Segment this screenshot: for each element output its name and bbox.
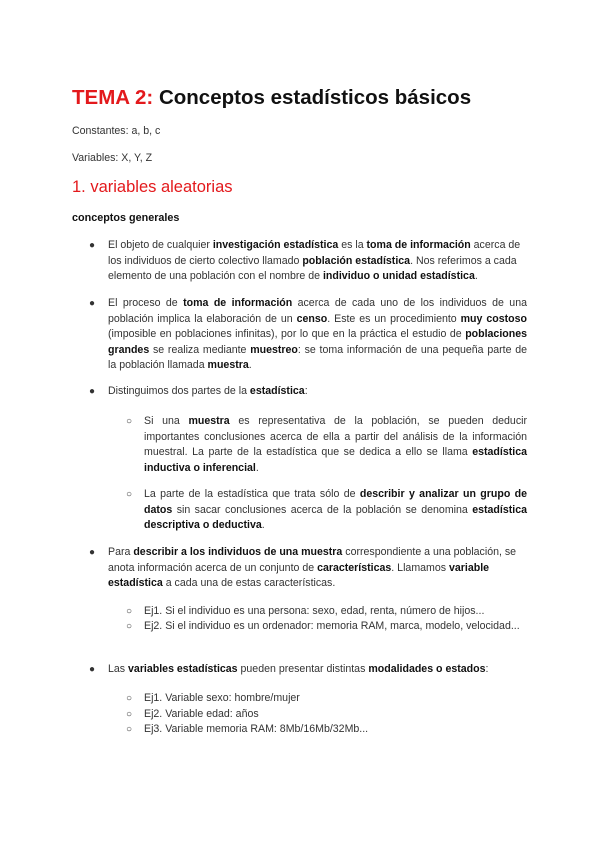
list-item: Ej1. Si el individuo es una persona: sexo, edad, renta, número de hijos... [144, 605, 485, 617]
title-prefix: TEMA 2: [72, 86, 154, 109]
sub-bullet-icon: ○ [126, 709, 133, 720]
list-item: Ej2. Variable edad: años [144, 708, 259, 720]
section-heading: 1. variables aleatorias [72, 178, 233, 196]
list-item: Ej1. Variable sexo: hombre/mujer [144, 692, 300, 704]
constants-line: Constantes: a, b, c [72, 125, 161, 137]
sub-bullet-icon: ○ [126, 489, 133, 500]
title-main: Conceptos estadísticos básicos [158, 86, 472, 109]
sub-bullet-icon: ○ [126, 621, 133, 632]
list-item: Ej3. Variable memoria RAM: 8Mb/16Mb/32Mb... [144, 723, 369, 735]
list-item: Distinguimos dos partes de la estadística: [108, 385, 308, 397]
subheading: conceptos generales [72, 212, 180, 224]
list-item: Las variables estadísticas pueden presentar distintas modalidades o estados: [108, 663, 489, 675]
bullet-icon: ● [89, 386, 96, 397]
bullet-icon: ● [89, 240, 96, 251]
sub-bullet-icon: ○ [126, 416, 133, 427]
variables-line: Variables: X, Y, Z [72, 152, 153, 164]
sub-bullet-icon: ○ [126, 724, 133, 735]
bullet-icon: ● [89, 664, 96, 675]
bullet-icon: ● [89, 547, 96, 558]
list-item: Para describir a los individuos de una muestra correspondiente a una población, se anota información acerca de un conjunto de características. Llamamos variable estadística a cada una de estas características. [108, 546, 517, 589]
list-item: La parte de la estadística que trata sólo de describir y analizar un grupo de datos sin sacar conclusiones acerca de la población se denomina estadística descriptiva o deductiva. [144, 488, 527, 531]
page-title [72, 86, 471, 110]
sub-bullet-icon: ○ [126, 606, 133, 617]
sub-bullet-icon: ○ [126, 693, 133, 704]
list-item: Si una muestra es representativa de la población, se pueden deducir importantes conclusiones acerca de ella a partir del análisis de la información muestral. La parte de la estadística que se dedica a ello se llama estadística inductiva o inferencial. [144, 415, 527, 474]
bullet-icon: ● [89, 298, 96, 309]
list-item: Ej2. Si el individuo es un ordenador: memoria RAM, marca, modelo, velocidad... [144, 620, 520, 632]
list-item: El objeto de cualquier investigación estadística es la toma de información acerca de los individuos de cierto colectivo llamado población estadística. Nos referimos a cada elemento de una población con el nombre de individuo o unidad estadística. [108, 239, 521, 282]
list-item: El proceso de toma de información acerca de cada uno de los individuos de una población implica la elaboración de un censo. Este es un procedimiento muy costoso (imposible en poblaciones infinitas), por lo que en la práctica el estudio de poblaciones grandes se realiza mediante muestreo: se toma información de una pequeña parte de la población llamada muestra. [108, 297, 528, 371]
